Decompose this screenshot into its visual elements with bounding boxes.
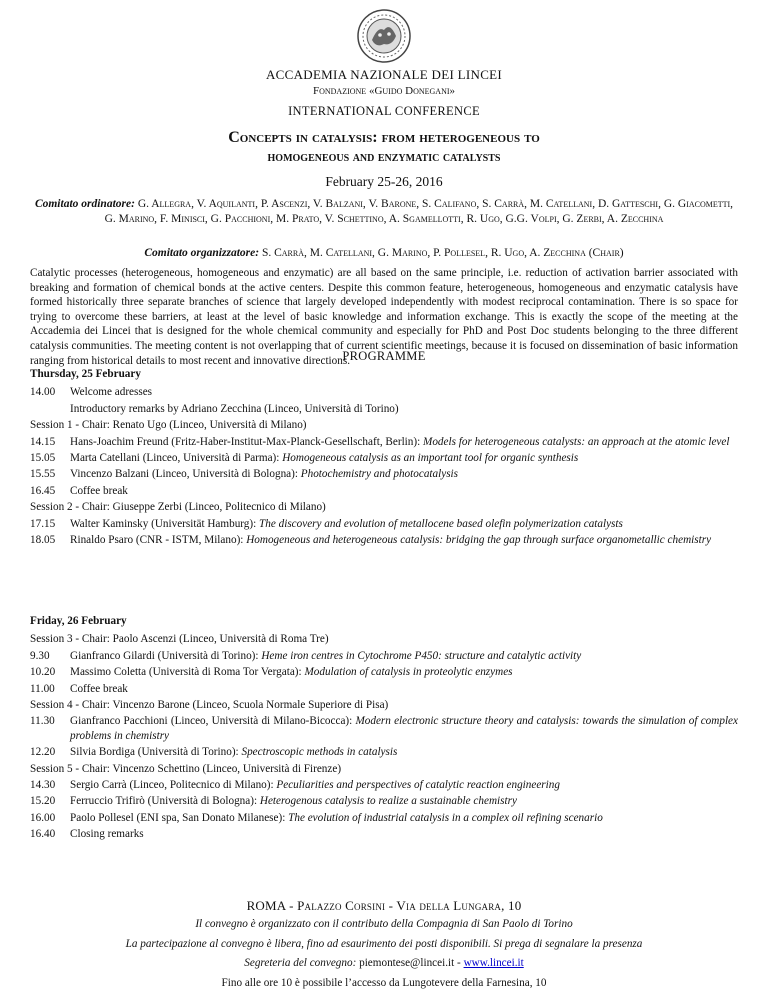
day2-schedule	[30, 632, 738, 841]
schedule-item	[30, 811, 738, 825]
schedule-time: 16.40	[30, 828, 56, 841]
speaker-affiliation: Massimo Coletta (Università di Roma Tor Vergata):	[70, 666, 305, 679]
session-heading: Session 1 - Chair: Renato Ugo (Linceo, Università di Milano)	[30, 419, 307, 432]
talk-title: Heterogenous catalysis to realize a sustainable chemistry	[259, 795, 517, 808]
schedule-text	[70, 665, 738, 679]
session-heading: Session 3 - Chair: Paolo Ascenzi (Linceo, Università di Roma Tre)	[30, 633, 329, 646]
session-heading: Session 5 - Chair: Vincenzo Schettino (Linceo, Università di Firenze)	[30, 762, 342, 775]
schedule-item	[30, 649, 738, 663]
schedule-item	[30, 714, 738, 743]
speaker-affiliation: Ferruccio Trifirò (Università di Bologna):	[70, 795, 260, 808]
schedule-text	[70, 435, 738, 449]
talk-title: Homogeneous catalysis as an important tool for organic synthesis	[282, 452, 579, 465]
programme-day2	[30, 614, 738, 842]
speaker-affiliation: Marta Catellani (Linceo, Università di Parma):	[70, 452, 283, 465]
talk-title: Photochemistry and photocatalysis	[300, 468, 459, 481]
talk-title: Peculiarities and perspectives of catalytic reaction engineering	[276, 779, 560, 792]
schedule-item	[30, 402, 738, 416]
secretariat-line	[0, 957, 768, 969]
programme-day1	[30, 367, 738, 547]
participation-note: La partecipazione al convegno è libera, fino ad esaurimento dei posti disponibili. Si prega di segnalare la presenza	[125, 938, 643, 950]
schedule-time: 11.00	[30, 682, 55, 695]
comitato-organizzatore	[30, 246, 738, 261]
schedule-item	[30, 827, 738, 841]
talk-title: The evolution of industrial catalysis in a complex oil refining scenario	[288, 811, 603, 824]
schedule-text	[70, 517, 738, 531]
schedule-text	[70, 451, 738, 465]
speaker-affiliation: Vincenzo Balzani (Linceo, Università di Bologna):	[70, 468, 301, 481]
schedule-item	[30, 665, 738, 679]
schedule-text	[70, 778, 738, 792]
talk-title: Modulation of catalysis in proteolytic enzymes	[304, 666, 513, 679]
comitato-ordinatore-label: Comitato ordinatore:	[34, 198, 135, 210]
schedule-text	[70, 811, 738, 825]
speaker-affiliation: Closing remarks	[70, 828, 144, 841]
schedule-item	[30, 745, 738, 759]
talk-title: Models for heterogeneous catalysts: an approach at the atomic level	[423, 435, 730, 448]
secretariat-email[interactable]: piemontese@lincei.it	[359, 957, 455, 969]
speaker-affiliation: Gianfranco Gilardi (Università di Torino):	[70, 649, 262, 662]
talk-title: Modern electronic structure theory and catalysis: towards the simulation of complex problems in chemistry	[70, 715, 738, 742]
speaker-affiliation: Rinaldo Psaro (CNR - ISTM, Milano):	[70, 534, 247, 547]
sponsor-note: Il convegno è organizzato con il contributo della Compagnia di San Paolo di Torino	[195, 918, 573, 930]
schedule-item	[30, 533, 738, 547]
session-heading: Session 4 - Chair: Vincenzo Barone (Linceo, Scuola Normale Superiore di Pisa)	[30, 699, 389, 712]
academy-name: ACCADEMIA NAZIONALE DEI LINCEI	[265, 67, 503, 82]
day-heading: Friday, 26 February	[30, 615, 127, 627]
day1-schedule	[30, 385, 738, 547]
foundation-name: Fondazione «Guido Donegani»	[312, 85, 456, 97]
speaker-affiliation: Coffee break	[70, 484, 128, 497]
schedule-time: 14.15	[30, 435, 56, 448]
schedule-time: 15.05	[30, 452, 56, 465]
comitato-ordinatore	[30, 197, 738, 227]
speaker-affiliation: Welcome adresses	[70, 386, 153, 399]
schedule-text	[70, 467, 738, 481]
abstract-paragraph: Catalytic processes (heterogeneous, homogeneous and enzymatic) are all based on the same principle, i.e. reduction of activation barrier associated with breaking and formation of chemical bonds at the active centers. Despite this common feature, heterogeneous, homogeneous and enzymatic catalysis have formed historically three separate branches of science that largely developed independently with modest reciprocal contamination. There is so space for trying to overcome these barriers, at least at the level of basic knowledge and information exchange. This is exactly the scope of the meeting at the Accademia dei Lincei that is designed for the whole chemical community and especially for PhD and Post Doc students belonging to the three different catalysis communities. The meeting content is not overlapping that of current scientific meetings, because it is focused on dissemination of basic information ranging from historical details to most recent and innovative directions.	[30, 267, 738, 367]
access-note: Fino alle ore 10 è possibile l’accesso da Lungotevere della Farnesina, 10	[221, 977, 547, 989]
schedule-time: 18.05	[30, 534, 56, 547]
secretariat-label: Segreteria del convegno:	[244, 957, 357, 969]
schedule-text	[70, 385, 738, 399]
schedule-time	[30, 402, 70, 416]
day-heading: Thursday, 25 February	[30, 368, 141, 380]
venue-address: ROMA - Palazzo Corsini - Via della Lungara, 10	[246, 898, 522, 913]
schedule-item	[30, 794, 738, 808]
schedule-text	[70, 649, 738, 663]
schedule-item	[30, 682, 738, 696]
schedule-time: 12.20	[30, 746, 56, 759]
schedule-text	[70, 484, 738, 498]
schedule-item	[30, 484, 738, 498]
conference-type: INTERNATIONAL CONFERENCE	[288, 104, 480, 118]
schedule-time: 17.15	[30, 517, 56, 530]
schedule-item	[30, 467, 738, 481]
schedule-time: 9.30	[30, 649, 50, 662]
conference-date: February 25-26, 2016	[325, 174, 443, 189]
schedule-text	[70, 794, 738, 808]
schedule-item	[30, 385, 738, 399]
programme-heading: PROGRAMME	[342, 349, 426, 363]
schedule-item	[30, 435, 738, 449]
conference-title-line1: Concepts in catalysis: from heterogeneous to	[228, 129, 540, 146]
talk-title: The discovery and evolution of metallocene based olefin polymerization catalysts	[259, 517, 623, 530]
schedule-time: 15.20	[30, 795, 56, 808]
talk-title: Heme iron centres in Cytochrome P450: structure and catalytic activity	[261, 649, 582, 662]
speaker-affiliation: Hans-Joachim Freund (Fritz-Haber-Institut-Max-Planck-Gesellschaft, Berlin):	[70, 435, 424, 448]
website-link[interactable]: www.lincei.it	[463, 957, 524, 969]
schedule-time: 10.20	[30, 666, 56, 679]
schedule-time: 14.00	[30, 386, 56, 399]
speaker-affiliation: Sergio Carrà (Linceo, Politecnico di Milano):	[70, 779, 277, 792]
schedule-text	[70, 714, 738, 743]
schedule-item	[30, 451, 738, 465]
speaker-affiliation: Introductory remarks by Adriano Zecchina (Linceo, Università di Torino)	[70, 402, 399, 415]
comitato-organizzatore-members: S. Carrà, M. Catellani, G. Marino, P. Pollesel, R. Ugo, A. Zecchina (Chair)	[261, 247, 624, 259]
schedule-text	[70, 682, 738, 696]
speaker-affiliation: Silvia Bordiga (Università di Torino):	[70, 746, 242, 759]
comitato-ordinatore-members: G. Allegra, V. Aquilanti, P. Ascenzi, V. Balzani, V. Barone, S. Califano, S. Carrà, M. Catellani, D. Gatteschi, G. Giacometti, G. Marino, F. Minisci, G. Pacchioni, M. Prato, V. Schettino, A. Sgamellotti, R. Ugo, G.G. Volpi, G. Zerbi, A. Zecchina	[104, 198, 734, 225]
schedule-time: 16.45	[30, 484, 56, 497]
schedule-item	[30, 778, 738, 792]
schedule-item	[30, 517, 738, 531]
speaker-affiliation: Walter Kaminsky (Universität Hamburg):	[70, 517, 260, 530]
speaker-affiliation: Paolo Pollesel (ENI spa, San Donato Milanese):	[70, 811, 289, 824]
schedule-time: 15.55	[30, 468, 56, 481]
session-heading: Session 2 - Chair: Giuseppe Zerbi (Linceo, Politecnico di Milano)	[30, 501, 326, 514]
talk-title: Homogeneous and heterogeneous catalysis: bridging the gap through surface organometallic chemistry	[246, 534, 712, 547]
academy-emblem-icon	[356, 8, 412, 64]
schedule-text	[70, 745, 738, 759]
schedule-text	[70, 827, 738, 841]
schedule-time: 16.00	[30, 811, 56, 824]
speaker-affiliation: Gianfranco Pacchioni (Linceo, Università di Milano-Bicocca):	[70, 715, 356, 728]
schedule-text	[70, 402, 738, 416]
talk-title: Spectroscopic methods in catalysis	[241, 746, 398, 759]
conference-title-line2: homogeneous and enzymatic catalysts	[267, 150, 501, 165]
schedule-time: 11.30	[30, 715, 55, 728]
comitato-organizzatore-label: Comitato organizzatore:	[144, 247, 260, 259]
schedule-text	[70, 533, 738, 547]
separator: -	[457, 957, 461, 969]
speaker-affiliation: Coffee break	[70, 682, 128, 695]
schedule-time: 14.30	[30, 779, 56, 792]
